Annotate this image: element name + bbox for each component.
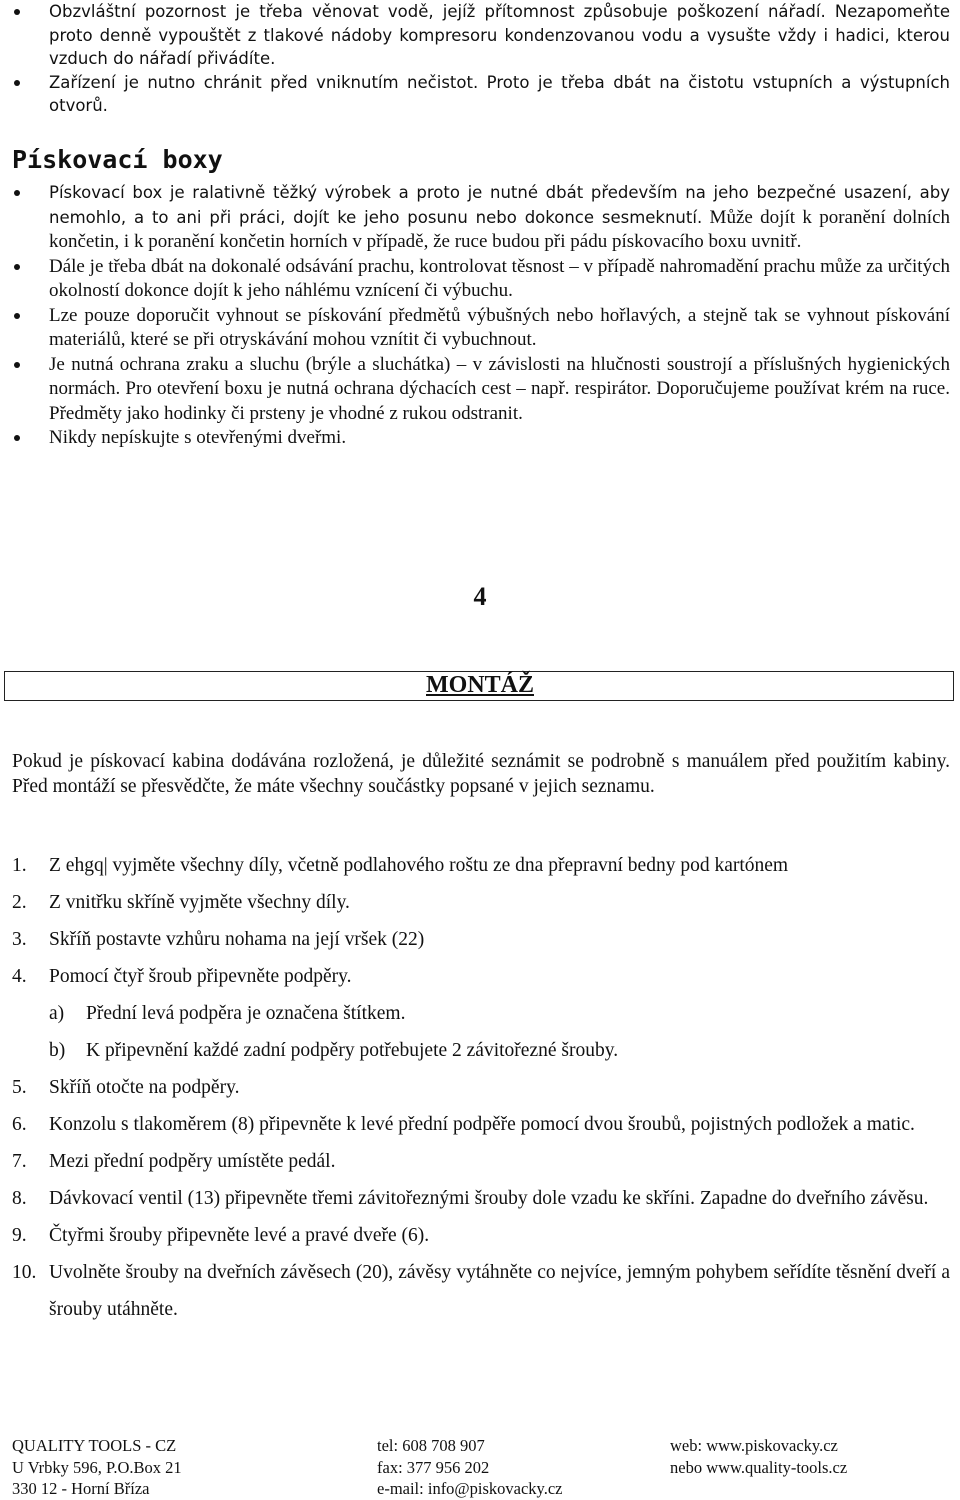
step-item bbox=[12, 1254, 950, 1328]
substep-text: K připevnění každé zadní podpěry potřebujete 2 závitořezné šrouby. bbox=[86, 1040, 619, 1061]
bullet-icon bbox=[14, 435, 20, 441]
bullet-text: Nikdy nepískujte s otevřenými dveřmi. bbox=[49, 427, 347, 448]
step-item bbox=[12, 1180, 950, 1217]
step-item bbox=[12, 1143, 950, 1180]
bullet-icon bbox=[14, 313, 20, 319]
step-text: Skříň otočte na podpěry. bbox=[49, 1077, 240, 1098]
bullet-item bbox=[12, 426, 950, 451]
step-text: Uvolněte šrouby na dveřních závěsech (20), závěsy vytáhněte co nejvíce, jemným pohybem seřídíte těsnění dveří a šrouby utáhněte. bbox=[49, 1262, 950, 1320]
bullet-icon bbox=[14, 264, 20, 270]
step-item bbox=[12, 1217, 950, 1254]
footer-city: 330 12 - Horní Bříza bbox=[12, 1479, 150, 1498]
intro-paragraph: Pokud je pískovací kabina dodávána rozložená, je důležité seznámit se podrobně s manuálem před použitím kabiny. Před montáží se přesvědčte, že máte všechny součástky popsané v jejich seznamu. bbox=[12, 751, 950, 797]
bullet-item bbox=[12, 353, 950, 427]
footer-contacts bbox=[377, 1435, 562, 1500]
step-number: 6. bbox=[12, 1114, 27, 1135]
chapter-number: 4 bbox=[473, 582, 487, 611]
footer-street: U Vrbky 596, P.O.Box 21 bbox=[12, 1457, 182, 1477]
step-number: 2. bbox=[12, 892, 27, 913]
step-text: Z vnitřku skříně vyjměte všechny díly. bbox=[49, 892, 350, 913]
substep-item bbox=[12, 995, 950, 1032]
footer-tel: tel: 608 708 907 bbox=[377, 1436, 485, 1455]
bullet-icon bbox=[14, 362, 20, 368]
step-item bbox=[12, 1106, 950, 1143]
step-text: Mezi přední podpěry umístěte pedál. bbox=[49, 1151, 336, 1172]
chapter-title: MONTÁŽ bbox=[426, 672, 534, 698]
assembly-steps-list bbox=[12, 847, 950, 1328]
footer-address bbox=[12, 1435, 182, 1500]
bullet-item bbox=[12, 304, 950, 353]
footer-email[interactable]: e-mail: info@piskovacky.cz bbox=[377, 1479, 563, 1498]
bullet-text: Dále je třeba dbát na dokonalé odsávání prachu, kontrolovat těsnost – v případě nahromadění prachu může za určitých okolností dokonce dojít k jeho náhlému vznícení či výbuchu. bbox=[49, 255, 950, 301]
step-number: 4. bbox=[12, 966, 27, 987]
substep-text: Přední levá podpěra je označena štítkem. bbox=[86, 1003, 406, 1024]
sandblasting-box-bullet-list bbox=[12, 181, 950, 451]
footer-web-link[interactable]: web: www.piskovacky.cz bbox=[670, 1436, 838, 1455]
step-number: 7. bbox=[12, 1151, 27, 1172]
step-number: 5. bbox=[12, 1077, 27, 1098]
footer-web bbox=[670, 1435, 847, 1478]
substep-letter: a) bbox=[49, 1003, 65, 1024]
step-number: 9. bbox=[12, 1225, 27, 1246]
bullet-text: Je nutná ochrana zraku a sluchu (brýle a sluchátka) – v závislosti na hlučnosti soustrojí a příslušných hygienických normách. Pro otevření boxu je nutná ochrana dýchacích cest – např. respirátor. Doporučujeme používat krém na ruce. Předměty jako hodinky či prsteny je vhodné z rukou odstranit. bbox=[49, 353, 950, 424]
footer-fax: fax: 377 956 202 bbox=[377, 1457, 490, 1477]
footer-company: QUALITY TOOLS - CZ bbox=[12, 1436, 177, 1455]
step-text: Čtyřmi šrouby připevněte levé a pravé dveře (6). bbox=[49, 1225, 430, 1246]
bullet-item bbox=[12, 255, 950, 304]
step-item bbox=[12, 884, 950, 921]
footer-web-link-alt[interactable]: nebo www.quality-tools.cz bbox=[670, 1457, 848, 1477]
step-number: 1. bbox=[12, 855, 27, 876]
bullet-icon bbox=[14, 80, 20, 86]
substep-letter: b) bbox=[49, 1040, 66, 1061]
bullet-icon bbox=[14, 190, 20, 196]
step-text: Z ehgq| vyjměte všechny díly, včetně podlahového roštu ze dna přepravní bedny pod kartónem bbox=[49, 855, 789, 876]
step-number: 8. bbox=[12, 1188, 27, 1209]
bullet-text: Obzvláštní pozornost je třeba věnovat vodě, jejíž přítomnost způsobuje poškození nářadí. Nezapomeňte proto denně vypouštět z tlakové nádoby kompresoru kondenzovanou vodu a vysušte vždy i hadici, kterou vzduch do nářadí přivádíte. bbox=[49, 2, 950, 68]
step-item bbox=[12, 958, 950, 995]
step-item bbox=[12, 1069, 950, 1106]
bullet-item bbox=[12, 0, 950, 71]
step-text: Skříň postavte vzhůru nohama na její vršek (22) bbox=[49, 929, 425, 950]
step-item bbox=[12, 921, 950, 958]
section-heading: Pískovací boxy bbox=[12, 145, 223, 174]
step-number: 10. bbox=[12, 1262, 37, 1283]
step-text: Dávkovací ventil (13) připevněte třemi závitořeznými šrouby dole vzadu ke skříni. Zapadne do dveřního závěsu. bbox=[49, 1188, 929, 1209]
step-text: Pomocí čtyř šroub připevněte podpěry. bbox=[49, 966, 352, 987]
bullet-text-continued: Může dojít k poranění dolních končetin, i k poranění končetin horních v případě, že ruce budou při pádu pískovacího boxu uvnitř. bbox=[49, 206, 951, 252]
maintenance-bullet-list bbox=[12, 0, 950, 118]
bullet-text: Pískovací box je ralativně těžký výrobek a proto je nutné dbát především na jeho bezpečné usazení, aby nemohlo, a to ani při práci, dojít ke jeho posunu nebo dokonce sesmeknutí. bbox=[49, 183, 950, 227]
bullet-item bbox=[12, 181, 950, 255]
step-item bbox=[12, 847, 950, 884]
substep-item bbox=[12, 1032, 950, 1069]
bullet-text: Lze pouze doporučit vyhnout se pískování předmětů výbušných nebo hořlavých, a stejně tak se vyhnout pískování materiálů, které se při otryskávání mohou vznítit či vybuchnout. bbox=[49, 304, 950, 350]
step-number: 3. bbox=[12, 929, 27, 950]
bullet-item bbox=[12, 71, 950, 118]
step-text: Konzolu s tlakoměrem (8) připevněte k levé přední podpěře pomocí dvou šroubů, pojistných podložek a matic. bbox=[49, 1114, 915, 1135]
bullet-icon bbox=[14, 9, 20, 15]
bullet-text: Zařízení je nutno chránit před vniknutím nečistot. Proto je třeba dbát na čistotu vstupních a výstupních otvorů. bbox=[49, 72, 950, 115]
